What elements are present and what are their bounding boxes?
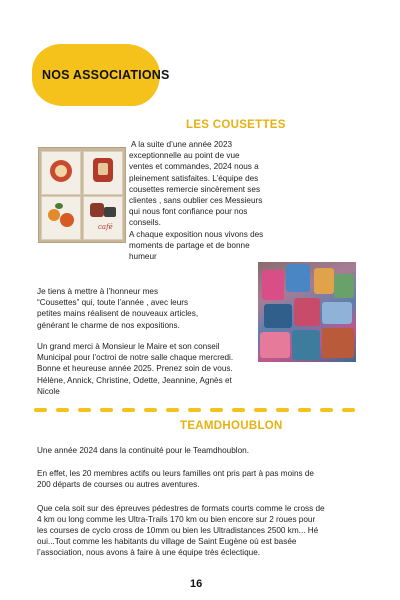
text-line: Nicole bbox=[37, 386, 60, 396]
cousettes-honour-paragraph bbox=[37, 286, 259, 331]
embroidery-photo bbox=[38, 147, 126, 243]
text-line: petites mains réalisent de nouveaux articles, bbox=[37, 309, 199, 319]
text-line: clientes , sans oublier ces Messieurs bbox=[129, 196, 263, 206]
cousettes-thanks-paragraph bbox=[37, 341, 277, 397]
text-line: ventes et commandes, 2024 nous a bbox=[129, 162, 259, 172]
text-line: exceptionnelle au point de vue bbox=[129, 151, 240, 161]
cousettes-intro-paragraph bbox=[129, 139, 364, 262]
text-line: générant le charme de nos expositions. bbox=[37, 320, 180, 330]
text-line: pleinement satisfaites. L’équipe des bbox=[129, 173, 259, 183]
text-line: A chaque exposition nous vivons des bbox=[129, 229, 264, 239]
text-line: les courses de cyclo cross de 10mm ou bien les Ultradistances 2500 km... Hé bbox=[37, 526, 319, 536]
text-line: Que cela soit sur des épreuves pédestres de formats courts comme le cross de bbox=[37, 503, 325, 513]
text-line: En effet, les 20 membres actifs ou leurs familles ont pris part à pas moins de bbox=[37, 469, 314, 479]
text-line: conseils. bbox=[129, 218, 161, 228]
text-line: l’association, nous avons à faire à une équipe très éclectique. bbox=[37, 548, 261, 558]
text-line: Hélène, Annick, Christine, Odette, Jeannine, Agnès et bbox=[37, 375, 232, 385]
teamdhoublon-title: TEAMDHOUBLON bbox=[180, 420, 283, 432]
text-line: “Cousettes” qui, toute l’année , avec leurs bbox=[37, 298, 189, 308]
text-line: moments de partage et de bonne bbox=[129, 240, 250, 250]
text-line: Municipal pour l’octroi de notre salle chaque mercredi. bbox=[37, 353, 234, 363]
text-line: Une année 2024 dans la continuité pour le Teamdhoublon. bbox=[37, 446, 249, 455]
embroidery-card-text: café bbox=[98, 223, 113, 231]
text-line: qui nous font confiance pour nos bbox=[129, 207, 248, 217]
text-line: 200 départs de courses ou autres aventures. bbox=[37, 480, 200, 490]
teamdhoublon-text bbox=[37, 445, 367, 559]
section-divider bbox=[34, 408, 364, 412]
text-line: Je tiens à mettre à l’honneur mes bbox=[37, 287, 159, 296]
text-line: Bonne et heureuse année 2025. Prenez soin de vous. bbox=[37, 364, 233, 374]
cousettes-title: LES COUSETTES bbox=[186, 119, 286, 131]
text-line: oui...Tout comme les habitants du village de Saint Eugène où est basée bbox=[37, 537, 297, 547]
page-number: 16 bbox=[190, 578, 203, 590]
page-title: NOS ASSOCIATIONS bbox=[42, 68, 170, 82]
text-line: cousettes remercie sincèrement ses bbox=[129, 184, 261, 194]
text-line: A la suite d’une année 2023 bbox=[131, 140, 233, 149]
text-line: humeur bbox=[129, 252, 157, 262]
text-line: 4 km ou long comme les Ultra-Trails 170 km ou bien encore sur 2 roues pour bbox=[37, 514, 316, 524]
text-line: Un grand merci à Monsieur le Maire et son conseil bbox=[37, 342, 220, 351]
